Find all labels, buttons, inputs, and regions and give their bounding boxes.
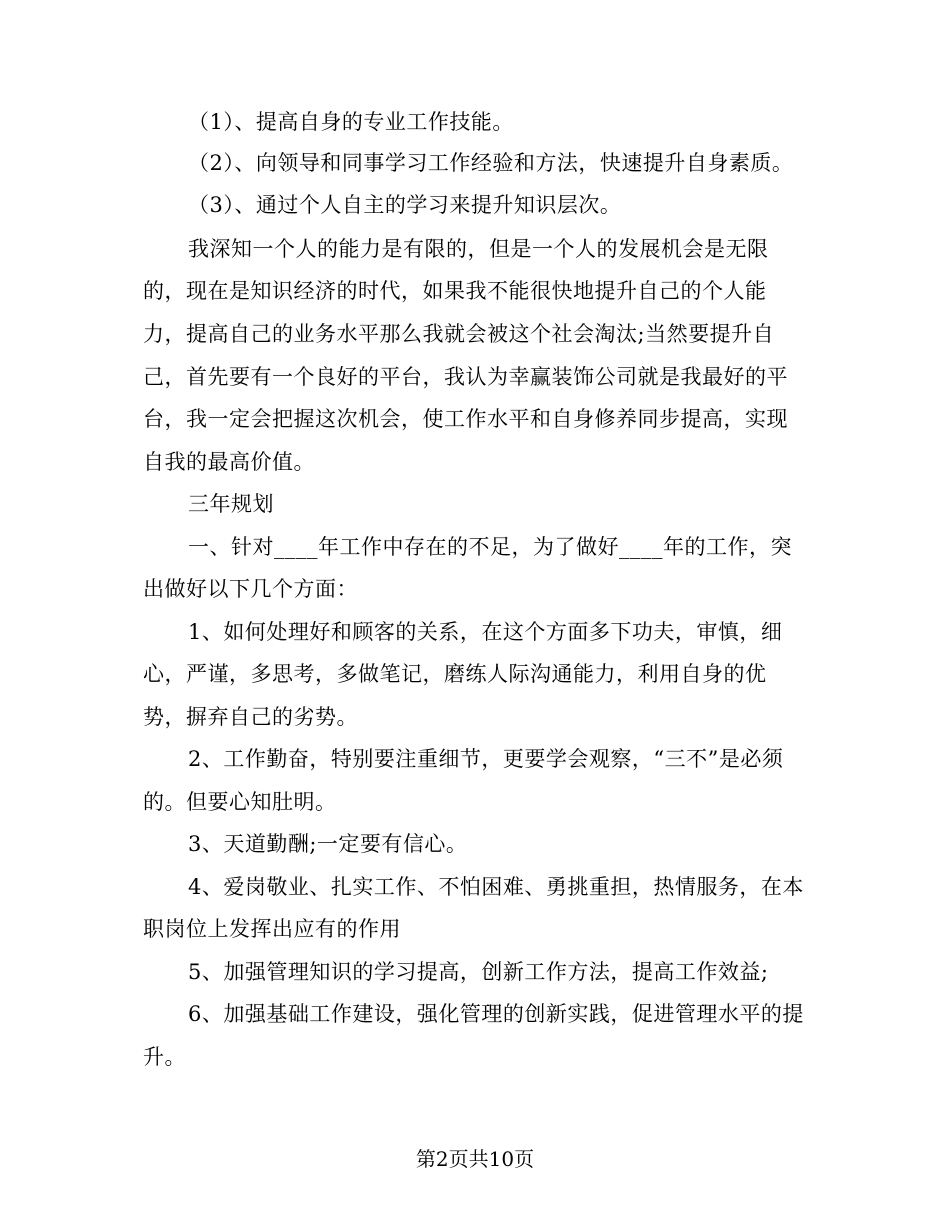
text-line: 台，我一定会把握这次机会，使工作水平和自身修养同步提高，实现 [143,407,788,431]
text-line: 自我的最高价值。 [143,450,315,474]
text-line: 一、针对____年工作中存在的不足，为了做好____年的工作，突 [188,535,792,559]
text-line: 己，首先要有一个良好的平台，我认为幸赢装饰公司就是我最好的平 [143,365,788,389]
text-line: 力，提高自己的业务水平那么我就会被这个社会淘汰;当然要提升自 [143,322,775,346]
text-line: 出做好以下几个方面： [143,577,358,601]
text-line: （1）、提高自身的专业工作技能。 [188,110,514,134]
text-line: 势，摒弃自己的劣势。 [143,705,358,729]
text-line: （3）、通过个人自主的学习来提升知识层次。 [188,193,622,217]
text-line: 3、天道勤酬;一定要有信心。 [188,832,468,856]
text-line: 4、爱岗敬业、扎实工作、不怕困难、勇挑重担，热情服务，在本 [188,875,804,899]
text-line: 我深知一个人的能力是有限的，但是一个人的发展机会是无限 [188,237,769,261]
text-line: 6、加强基础工作建设，强化管理的创新实践，促进管理水平的提 [188,1002,804,1026]
text-line: 2、工作勤奋，特别要注重细节，更要学会观察，“三不”是必须 [188,747,784,771]
text-line: 心，严谨，多思考，多做笔记，磨练人际沟通能力，利用自身的优 [143,662,767,686]
page-number-footer: 第2页共10页 [415,1147,535,1171]
text-line: （2）、向领导和同事学习工作经验和方法，快速提升自身素质。 [188,151,794,175]
section-heading: 三年规划 [188,492,274,516]
text-line: 职岗位上发挥出应有的作用 [143,917,401,941]
text-line: 1、如何处理好和顾客的关系，在这个方面多下功夫，审慎，细 [188,620,783,644]
text-line: 的。但要心知肚明。 [143,790,337,814]
text-line: 的，现在是知识经济的时代，如果我不能很快地提升自己的个人能 [143,279,767,303]
text-line: 5、加强管理知识的学习提高，创新工作方法，提高工作效益; [188,960,769,984]
text-line: 升。 [143,1045,186,1069]
